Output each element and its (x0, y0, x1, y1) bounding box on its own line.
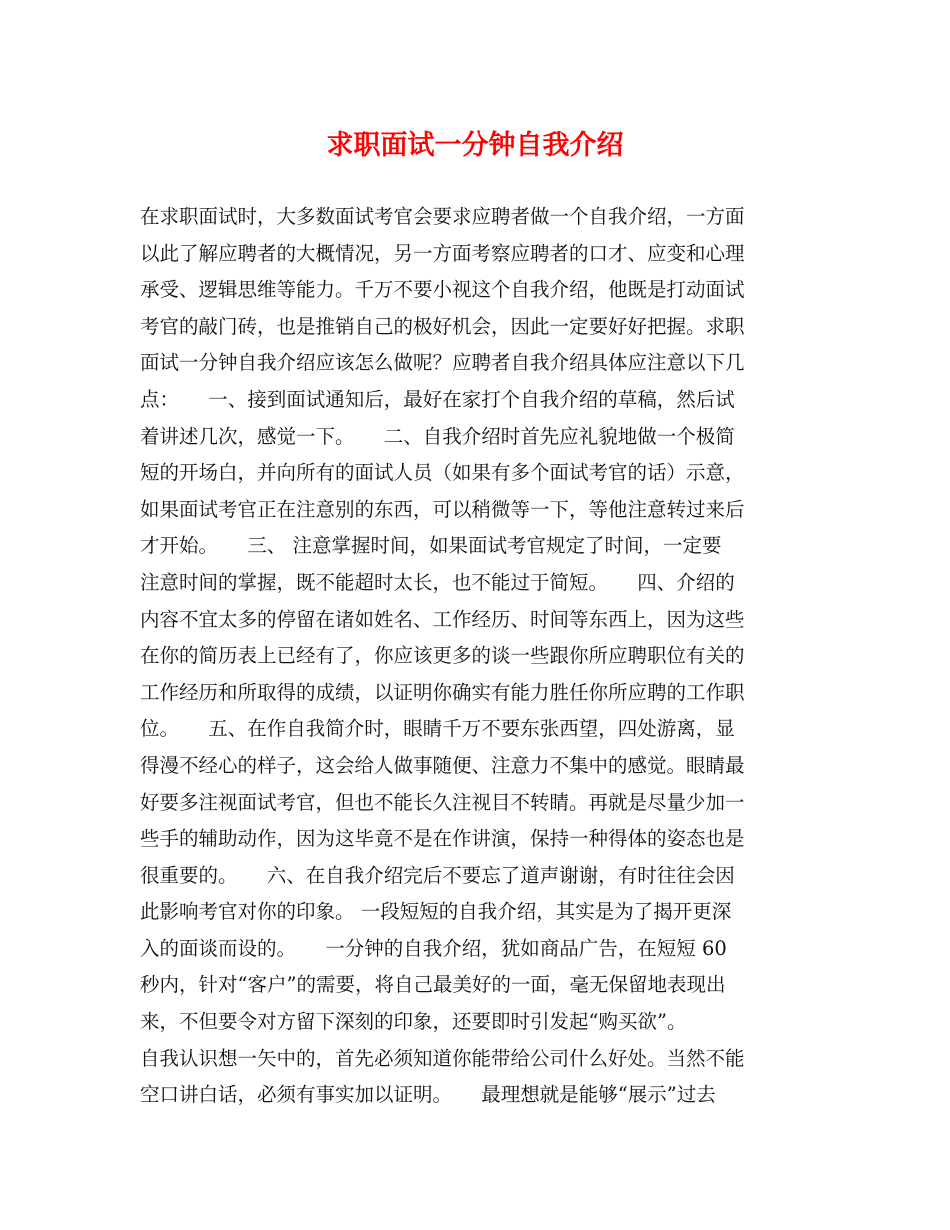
body-line: 着讲述几次，感觉一下。 二、自我介绍时首先应礼貌地做一个极简 (140, 424, 735, 448)
body-line: 内容不宜太多的停留在诸如姓名、工作经历、时间等东西上，因为这些 (140, 607, 745, 631)
body-line: 在你的简历表上已经有了，你应该更多的谈一些跟你所应聘职位有关的 (140, 644, 745, 668)
body-line: 好要多注视面试考官，但也不能长久注视目不转睛。再就是尽量少加一 (140, 790, 745, 814)
body-line: 很重要的。 六、在自我介绍完后不要忘了道声谢谢，有时往往会因 (140, 863, 735, 887)
body-line: 面试一分钟自我介绍应该怎么做呢？应聘者自我介绍具体应注意以下几 (140, 351, 745, 375)
body-line: 工作经历和所取得的成绩，以证明你确实有能力胜任你所应聘的工作职 (140, 680, 745, 704)
body-line: 点： 一、接到面试通知后，最好在家打个自我介绍的草稿，然后试 (140, 387, 735, 411)
body-line: 自我认识想一矢中的，首先必须知道你能带给公司什么好处。当然不能 (140, 1046, 745, 1070)
body-line: 入的面谈而设的。 一分钟的自我介绍，犹如商品广告，在短短 60 (140, 936, 727, 960)
body-line: 如果面试考官正在注意别的东西，可以稍微等一下，等他注意转过来后 (140, 497, 745, 521)
body-line: 短的开场白，并向所有的面试人员（如果有多个面试考官的话）示意， (140, 461, 745, 485)
body-line: 承受、逻辑思维等能力。千万不要小视这个自我介绍，他既是打动面试 (140, 278, 745, 302)
body-line: 以此了解应聘者的大概情况，另一方面考察应聘者的口才、应变和心理 (140, 241, 745, 265)
body-line: 在求职面试时，大多数面试考官会要求应聘者做一个自我介绍，一方面 (140, 205, 745, 228)
body-line: 来，不但要令对方留下深刻的印象，还要即时引发起“购买欲”。 (140, 1010, 687, 1034)
body-line: 考官的敲门砖，也是推销自己的极好机会，因此一定要好好把握。求职 (140, 314, 745, 338)
body-line: 秒内，针对“客户”的需要，将自己最美好的一面，毫无保留地表现出 (140, 973, 726, 997)
document-title: 求职面试一分钟自我介绍 (326, 130, 624, 161)
body-line: 得漫不经心的样子，这会给人做事随便、注意力不集中的感觉。眼睛最 (140, 753, 745, 777)
body-line: 注意时间的掌握，既不能超时太长，也不能过于简短。 四、介绍的 (140, 570, 735, 594)
document-body (140, 199, 820, 1114)
body-line: 此影响考官对你的印象。 一段短短的自我介绍，其实是为了揭开更深 (140, 900, 732, 924)
body-line: 位。 五、在作自我简介时，眼睛千万不要东张西望，四处游离，显 (140, 717, 735, 741)
body-line: 空口讲白话，必须有事实加以证明。 最理想就是能够“展示”过去 (140, 1083, 716, 1107)
body-line: 才开始。 三、 注意掌握时间，如果面试考官规定了时间，一定要 (140, 534, 722, 558)
body-line: 些手的辅助动作，因为这毕竟不是在作讲演，保持一种得体的姿态也是 (140, 827, 745, 851)
